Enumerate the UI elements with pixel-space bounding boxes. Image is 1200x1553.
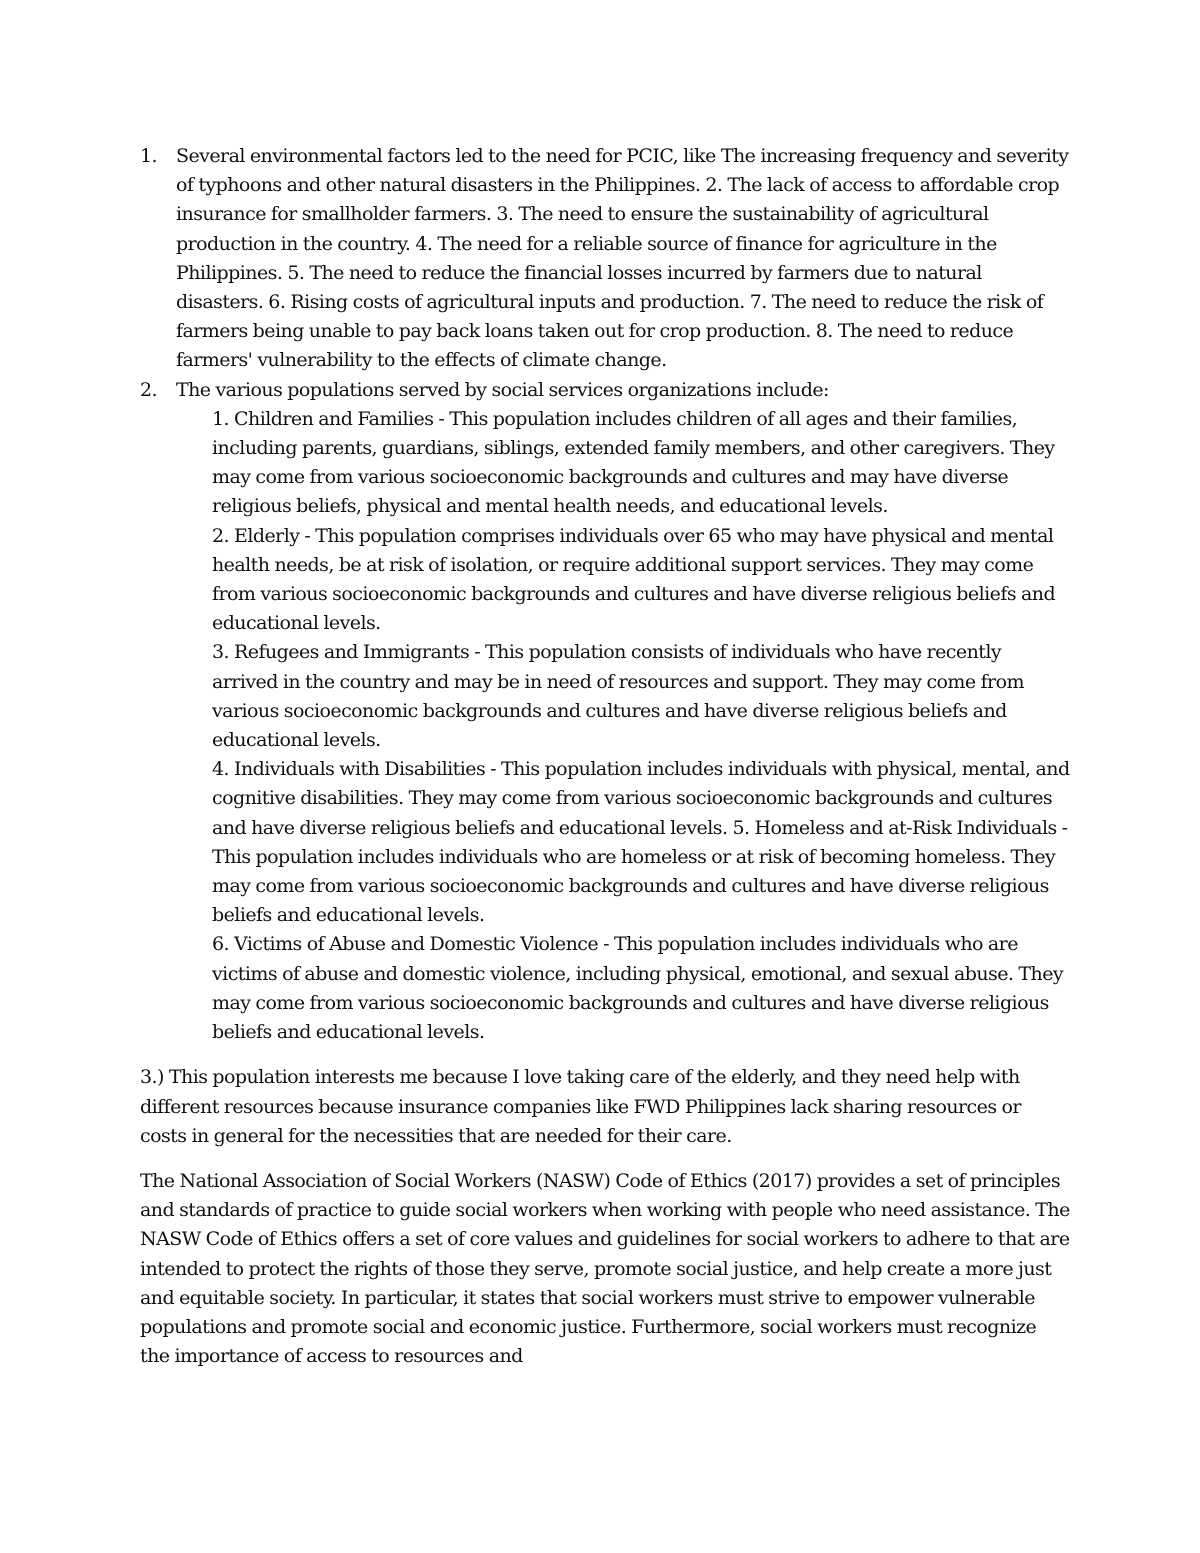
list-item-text: The various populations served by social services organizations include:	[176, 378, 829, 401]
population-disabilities-homeless: 4. Individuals with Disabilities - This population includes individuals with physical, mental, and cognitive disabilities. They may come from various socioeconomic backgrounds and cultures and have diverse religious beliefs and educational levels. 5. Homeless and at-Risk Individuals - This population includes individuals who are homeless or at risk of becoming homeless. They may come from various socioeconomic backgrounds and cultures and have diverse religious beliefs and educational levels.	[212, 758, 1070, 927]
population-elderly: 2. Elderly - This population comprises individuals over 65 who may have physical and mental health needs, be at risk of isolation, or require additional support services. They may come from various socioeconomic backgrounds and cultures and have diverse religious beliefs and educational levels.	[212, 524, 1056, 635]
population-refugees-immigrants: 3. Refugees and Immigrants - This population consists of individuals who have recently arrived in the country and may be in need of resources and support. They may come from various socioeconomic backgrounds and cultures and have diverse religious beliefs and educational levels.	[212, 641, 1024, 752]
list-item-1	[140, 142, 1070, 376]
population-abuse-victims: 6. Victims of Abuse and Domestic Violence - This population includes individuals who are victims of abuse and domestic violence, including physical, emotional, and sexual abuse. They may come from various socioeconomic backgrounds and cultures and have diverse religious beliefs and educational levels.	[212, 933, 1064, 1044]
paragraph-nasw-code: The National Association of Social Workers (NASW) Code of Ethics (2017) provides a set of principles and standards of practice to guide social workers when working with people who need assistance. The NASW Code of Ethics offers a set of core values and guidelines for social workers to adhere to that are intended to protect the rights of those they serve, promote social justice, and help create a more just and equitable society. In particular, it states that social workers must strive to empower vulnerable populations and promote social and economic justice. Furthermore, social workers must recognize the importance of access to resources and	[140, 1169, 1070, 1368]
populations-list	[212, 405, 1070, 1047]
population-children-families: 1. Children and Families - This population includes children of all ages and their families, including parents, guardians, siblings, extended family members, and other caregivers. They may come from various socioeconomic backgrounds and cultures and may have diverse religious beliefs, physical and mental health needs, and educational levels.	[212, 407, 1055, 518]
paragraph-interest: 3.) This population interests me because I love taking care of the elderly, and they need help with different resources because insurance companies like FWD Philippines lack sharing resources or costs in general for the necessities that are needed for their care.	[140, 1066, 1021, 1147]
list-number: 2.	[140, 378, 158, 401]
list-item-text: Several environmental factors led to the need for PCIC, like The increasing frequency and severity of typhoons and other natural disasters in the Philippines. 2. The lack of access to affordable crop insurance for smallholder farmers. 3. The need to ensure the sustainability of agricultural production in the country. 4. The need for a reliable source of finance for agriculture in the Philippines. 5. The need to reduce the financial losses incurred by farmers due to natural disasters. 6. Rising costs of agricultural inputs and production. 7. The need to reduce the risk of farmers being unable to pay back loans taken out for crop production. 8. The need to reduce farmers' vulnerability to the effects of climate change.	[176, 145, 1069, 372]
document-body	[140, 142, 1070, 1371]
list-item-2	[140, 376, 1070, 405]
list-number: 1.	[140, 145, 158, 167]
